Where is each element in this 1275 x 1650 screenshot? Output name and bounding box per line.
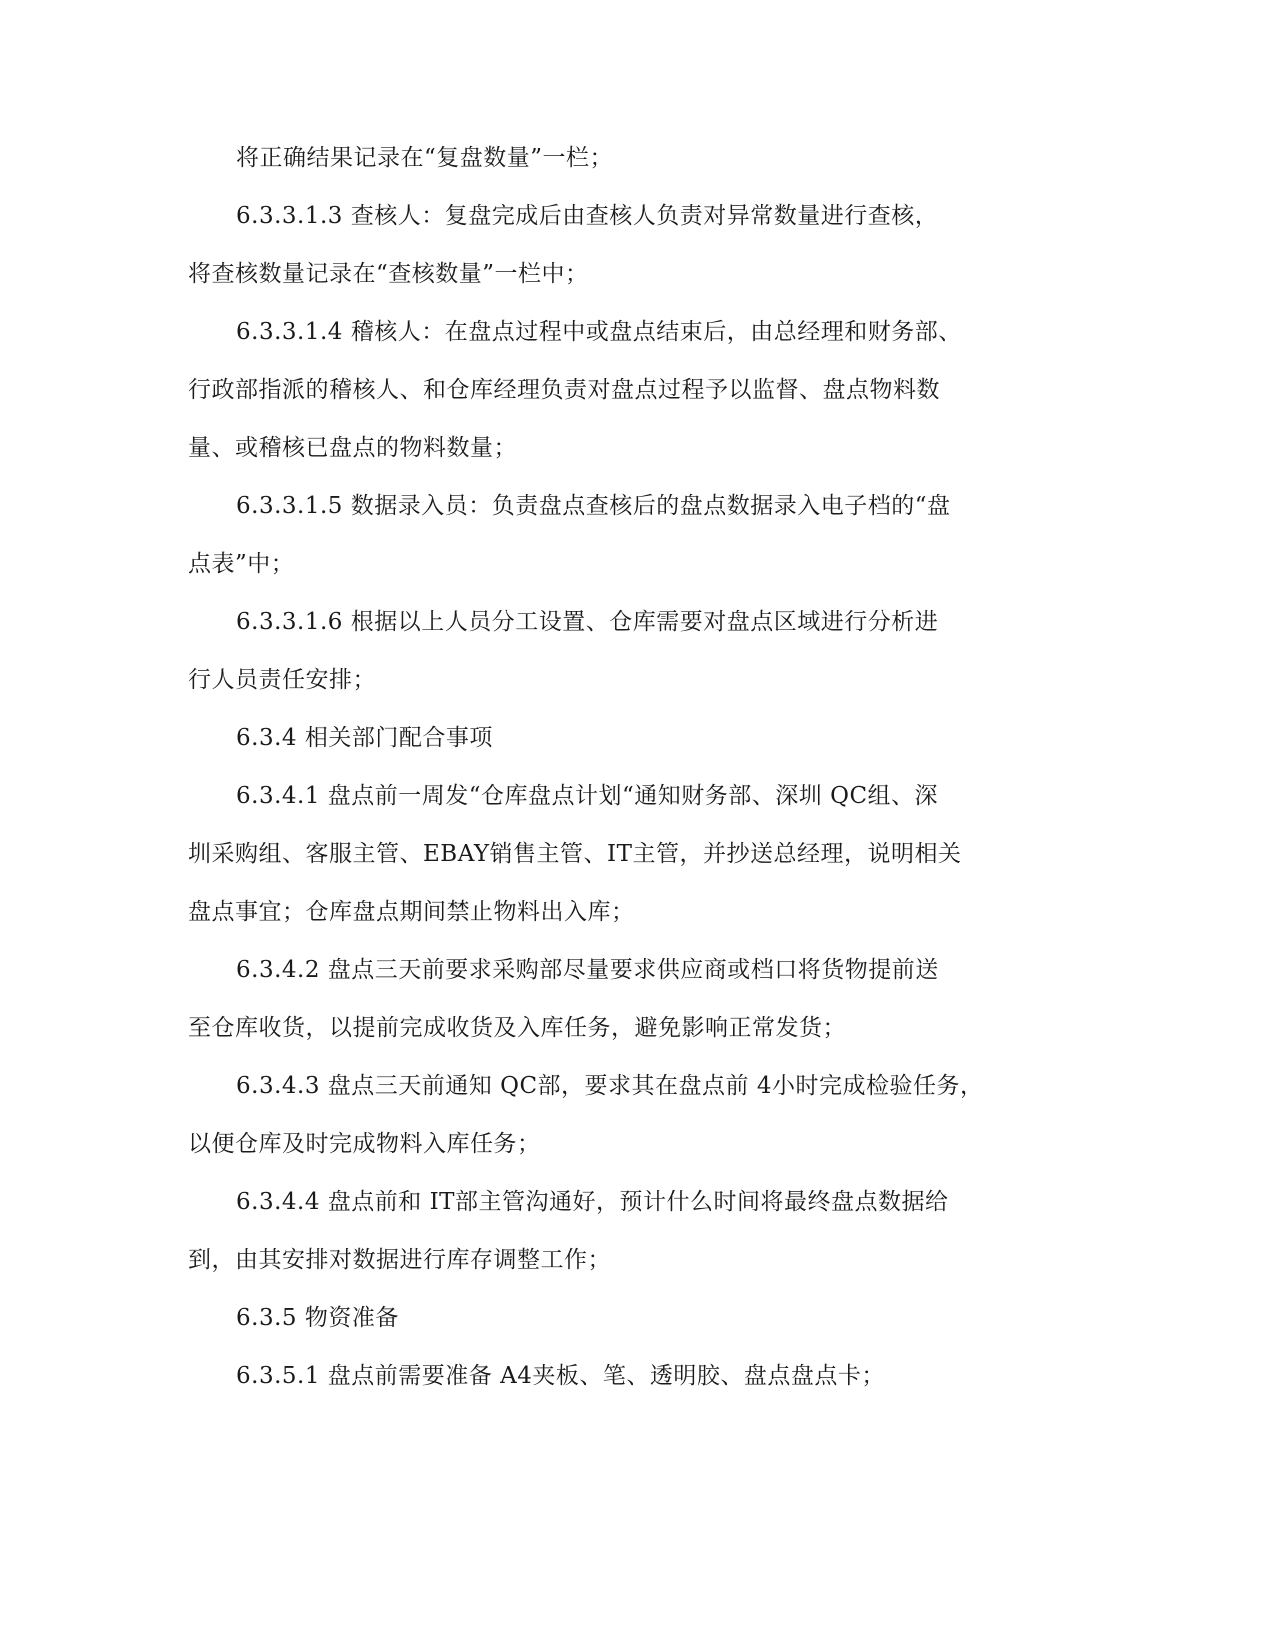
text-line: 量、或稽核已盘点的物料数量； bbox=[188, 435, 517, 461]
text-line: 行政部指派的稽核人、和仓库经理负责对盘点过程予以监督、盘点物料数 bbox=[188, 377, 940, 403]
text-line: 6.3.4.3 盘点三天前通知 QC部，要求其在盘点前 4小时完成检验任务， bbox=[236, 1073, 984, 1099]
text-line: 将正确结果记录在“复盘数量”一栏； bbox=[236, 145, 614, 171]
text-line: 6.3.3.1.6 根据以上人员分工设置、仓库需要对盘点区域进行分析进 bbox=[236, 609, 939, 635]
text-line: 圳采购组、客服主管、EBAY销售主管、IT主管，并抄送总经理，说明相关 bbox=[188, 841, 962, 867]
text-line: 点表”中； bbox=[188, 551, 295, 577]
text-line: 6.3.4.1 盘点前一周发“仓库盘点计划“通知财务部、深圳 QC组、深 bbox=[236, 783, 939, 809]
text-line: 行人员责任安排； bbox=[188, 667, 376, 693]
text-line: 到，由其安排对数据进行库存调整工作； bbox=[188, 1247, 611, 1273]
text-line: 盘点事宜；仓库盘点期间禁止物料出入库； bbox=[188, 899, 635, 925]
section-heading: 6.3.5 物资准备 bbox=[236, 1305, 399, 1331]
text-line: 6.3.5.1 盘点前需要准备 A4夹板、笔、透明胶、盘点盘点卡； bbox=[236, 1363, 885, 1389]
text-line: 6.3.3.1.4 稽核人：在盘点过程中或盘点结束后，由总经理和财务部、 bbox=[236, 319, 962, 345]
text-line: 将查核数量记录在“查核数量”一栏中； bbox=[188, 261, 589, 287]
text-line: 至仓库收货，以提前完成收货及入库任务，避免影响正常发货； bbox=[188, 1015, 846, 1041]
text-line: 以便仓库及时完成物料入库任务； bbox=[188, 1131, 541, 1157]
text-line: 6.3.3.1.3 查核人：复盘完成后由查核人负责对异常数量进行查核， bbox=[236, 203, 939, 229]
section-heading: 6.3.4 相关部门配合事项 bbox=[236, 725, 493, 751]
text-line: 6.3.3.1.5 数据录入员：负责盘点查核后的盘点数据录入电子档的“盘 bbox=[236, 493, 951, 519]
text-line: 6.3.4.2 盘点三天前要求采购部尽量要求供应商或档口将货物提前送 bbox=[236, 957, 939, 983]
text-line: 6.3.4.4 盘点前和 IT部主管沟通好，预计什么时间将最终盘点数据给 bbox=[236, 1189, 949, 1215]
